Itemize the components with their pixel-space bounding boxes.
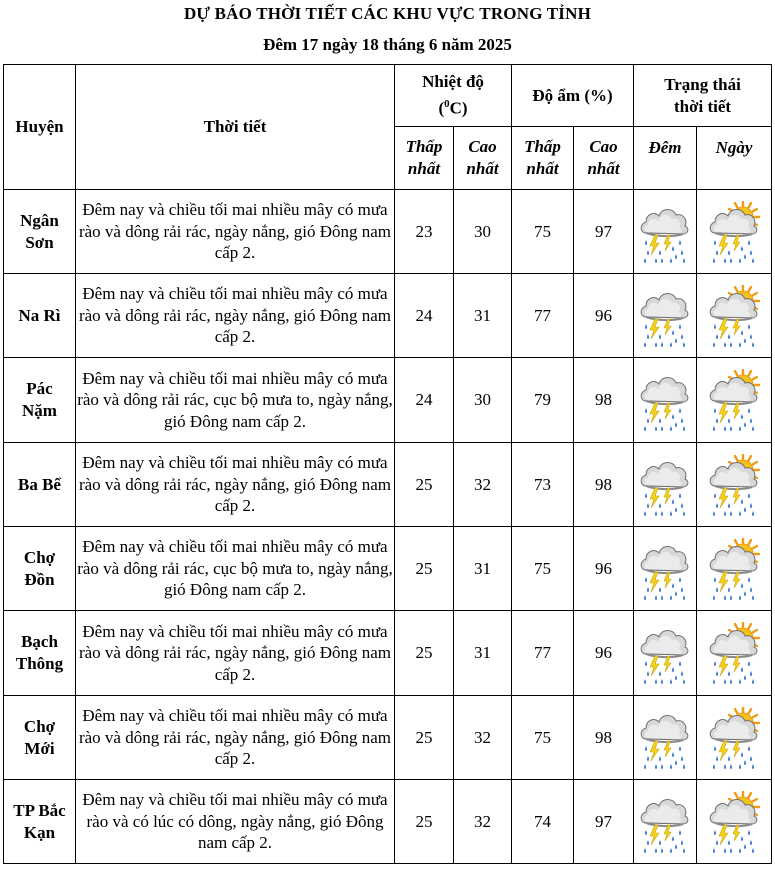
- district-name: Chợ Mới: [4, 696, 76, 780]
- humidity-max: 97: [574, 190, 634, 274]
- header-temp-high: Cao nhất: [454, 127, 512, 190]
- humidity-max: 96: [574, 274, 634, 358]
- humidity-min: 77: [512, 274, 574, 358]
- sun-cloud-thunder-rain-icon: [707, 454, 761, 516]
- thunderstorm-rain-icon: [638, 369, 692, 431]
- header-temperature-label: Nhiệt độ: [422, 72, 484, 92]
- thunderstorm-rain-icon: [638, 791, 692, 853]
- sun-cloud-thunder-rain-icon: [707, 707, 761, 769]
- page-title: DỰ BÁO THỜI TIẾT CÁC KHU VỰC TRONG TỈNH: [183, 4, 592, 23]
- temp-min: 25: [395, 696, 454, 780]
- temp-min: 25: [395, 611, 454, 696]
- header-temp-low: Thấp nhất: [395, 127, 454, 190]
- table-row: [4, 443, 772, 527]
- night-status: [634, 190, 697, 274]
- thunderstorm-rain-icon: [638, 707, 692, 769]
- table-row: [4, 611, 772, 696]
- humidity-min: 75: [512, 527, 574, 611]
- sun-cloud-thunder-rain-icon: [707, 285, 761, 347]
- sun-cloud-thunder-rain-icon: [707, 201, 761, 263]
- day-status: [697, 780, 772, 864]
- weather-description: Đêm nay và chiều tối mai nhiều mây có mưa rào và dông rải rác, ngày nắng, gió Đông nam cấp 2.: [76, 611, 395, 696]
- district-name: TP Bắc Kạn: [4, 780, 76, 864]
- day-status: [697, 443, 772, 527]
- header-humidity: Độ ẩm (%): [512, 65, 634, 127]
- night-status: [634, 527, 697, 611]
- day-status: [697, 611, 772, 696]
- temp-max: 32: [454, 443, 512, 527]
- temp-max: 30: [454, 190, 512, 274]
- night-status: [634, 611, 697, 696]
- weather-description: Đêm nay và chiều tối mai nhiều mây có mưa rào và dông rải rác, ngày nắng, gió Đông nam cấp 2.: [76, 190, 395, 274]
- humidity-min: 75: [512, 190, 574, 274]
- table-row: [4, 696, 772, 780]
- table-row: [4, 780, 772, 864]
- humidity-max: 98: [574, 358, 634, 443]
- humidity-max: 98: [574, 696, 634, 780]
- temp-max: 31: [454, 527, 512, 611]
- humidity-min: 79: [512, 358, 574, 443]
- thunderstorm-rain-icon: [638, 454, 692, 516]
- header-weather: Thời tiết: [76, 65, 395, 190]
- night-status: [634, 780, 697, 864]
- table-row: [4, 527, 772, 611]
- sun-cloud-thunder-rain-icon: [707, 622, 761, 684]
- humidity-max: 98: [574, 443, 634, 527]
- day-status: [697, 696, 772, 780]
- humidity-max: 96: [574, 527, 634, 611]
- day-status: [697, 527, 772, 611]
- day-status: [697, 190, 772, 274]
- header-humidity-low: Thấp nhất: [512, 127, 574, 190]
- day-status: [697, 274, 772, 358]
- sun-cloud-thunder-rain-icon: [707, 538, 761, 600]
- thunderstorm-rain-icon: [638, 622, 692, 684]
- weather-description: Đêm nay và chiều tối mai nhiều mây có mưa rào và dông rải rác, ngày nắng, gió Đông nam cấp 2.: [76, 274, 395, 358]
- temp-max: 32: [454, 696, 512, 780]
- district-name: Na Rì: [4, 274, 76, 358]
- header-temperature: [395, 65, 512, 127]
- district-name: Pác Nặm: [4, 358, 76, 443]
- humidity-max: 97: [574, 780, 634, 864]
- temp-min: 23: [395, 190, 454, 274]
- district-name: Ngân Sơn: [4, 190, 76, 274]
- temp-min: 25: [395, 443, 454, 527]
- weather-description: Đêm nay và chiều tối mai nhiều mây có mưa rào và dông rải rác, cục bộ mưa to, ngày nắng, gió Đông nam cấp 2.: [76, 358, 395, 443]
- humidity-min: 73: [512, 443, 574, 527]
- humidity-min: 74: [512, 780, 574, 864]
- forecast-body: [4, 190, 772, 864]
- thunderstorm-rain-icon: [638, 538, 692, 600]
- thunderstorm-rain-icon: [638, 285, 692, 347]
- weather-description: Đêm nay và chiều tối mai nhiều mây có mưa rào và dông rải rác, ngày nắng, gió Đông nam cấp 2.: [76, 443, 395, 527]
- header-humidity-high: Cao nhất: [574, 127, 634, 190]
- header-row: [4, 65, 772, 127]
- header-district: Huyện: [4, 65, 76, 190]
- temp-max: 32: [454, 780, 512, 864]
- header-status: Trạng thái thời tiết: [634, 65, 772, 127]
- header-temperature-unit: ($^0$C): [438, 98, 468, 118]
- day-status: [697, 358, 772, 443]
- humidity-min: 75: [512, 696, 574, 780]
- humidity-max: 96: [574, 611, 634, 696]
- sun-cloud-thunder-rain-icon: [707, 791, 761, 853]
- district-name: Chợ Đồn: [4, 527, 76, 611]
- forecast-table: [3, 64, 772, 864]
- night-status: [634, 274, 697, 358]
- header-day: Ngày: [697, 127, 772, 190]
- night-status: [634, 696, 697, 780]
- thunderstorm-rain-icon: [638, 201, 692, 263]
- weather-description: Đêm nay và chiều tối mai nhiều mây có mưa rào và dông rải rác, cục bộ mưa to, ngày nắng, gió Đông nam cấp 2.: [76, 527, 395, 611]
- temp-max: 30: [454, 358, 512, 443]
- district-name: Bạch Thông: [4, 611, 76, 696]
- table-row: [4, 190, 772, 274]
- temp-max: 31: [454, 611, 512, 696]
- page-subtitle: Đêm 17 ngày 18 tháng 6 năm 2025: [263, 35, 512, 54]
- header-night: Đêm: [634, 127, 697, 190]
- weather-description: Đêm nay và chiều tối mai nhiều mây có mưa rào và dông rải rác, ngày nắng, gió Đông nam cấp 2.: [76, 696, 395, 780]
- table-row: [4, 358, 772, 443]
- sun-cloud-thunder-rain-icon: [707, 369, 761, 431]
- night-status: [634, 443, 697, 527]
- weather-description: Đêm nay và chiều tối mai nhiều mây có mưa rào và có lúc có dông, ngày nắng, gió Đông nam cấp 2.: [76, 780, 395, 864]
- night-status: [634, 358, 697, 443]
- temp-min: 25: [395, 527, 454, 611]
- temp-max: 31: [454, 274, 512, 358]
- temp-min: 24: [395, 358, 454, 443]
- temp-min: 24: [395, 274, 454, 358]
- temp-min: 25: [395, 780, 454, 864]
- table-row: [4, 274, 772, 358]
- district-name: Ba Bể: [4, 443, 76, 527]
- humidity-min: 77: [512, 611, 574, 696]
